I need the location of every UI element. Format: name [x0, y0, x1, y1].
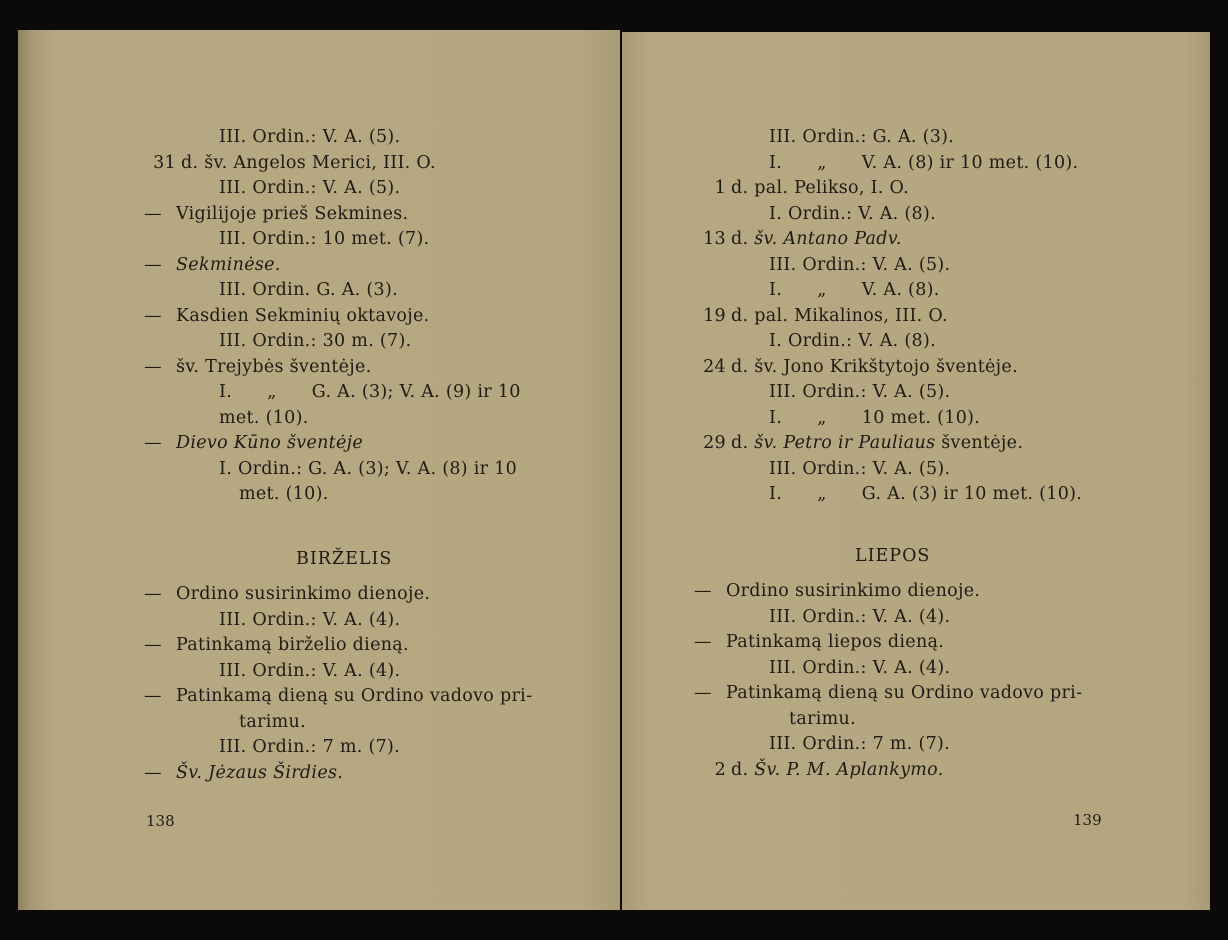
- text-line: [694, 253, 950, 279]
- italic-text: Šv. Jėzaus Širdies.: [176, 762, 344, 783]
- text-line: [144, 304, 430, 330]
- text-line: [144, 457, 517, 483]
- italic-text: Šv. P. M. Aplankymo.: [754, 759, 944, 780]
- section-heading-birzelis: BIRŽELIS: [296, 549, 393, 569]
- dash: —: [144, 433, 162, 453]
- section-heading-liepos: LIEPOS: [855, 546, 931, 566]
- text: tarimu.: [789, 708, 856, 729]
- dash: —: [144, 305, 162, 326]
- dash: —: [144, 762, 162, 783]
- text-line: [144, 253, 281, 279]
- dash: —: [144, 686, 162, 706]
- text-line: [144, 202, 408, 228]
- page-number: 139: [1073, 811, 1102, 829]
- day-number: 1: [714, 178, 726, 198]
- text-line: [694, 605, 950, 631]
- day-number: 29: [703, 433, 726, 453]
- text: šv. Trejybės šventėje.: [176, 356, 372, 377]
- text-line: [144, 761, 343, 787]
- text: Patinkamą dieną su Ordino vadovo pri-: [176, 686, 533, 706]
- right-page: [622, 32, 1210, 910]
- text: Vigilijoje prieš Sekmines.: [176, 203, 409, 224]
- text-line: [144, 608, 400, 634]
- text: III. Ordin.: V. A. (5).: [219, 127, 401, 147]
- text-line: [694, 579, 980, 605]
- text-line: [694, 176, 909, 202]
- text-line: [694, 151, 1078, 177]
- dash: —: [144, 584, 162, 604]
- text: III. Ordin.: V. A. (5).: [769, 458, 951, 479]
- text-line: [144, 431, 363, 457]
- text: šventėje.: [935, 433, 1024, 453]
- text-line: [144, 151, 436, 177]
- italic-text: šv. Petro ir Pauliaus: [754, 433, 936, 453]
- left-page: [18, 30, 620, 910]
- text: III. Ordin.: V. A. (4).: [769, 606, 951, 627]
- text-line: [694, 482, 1082, 508]
- text-line: [144, 482, 329, 508]
- text-line: [144, 582, 430, 608]
- text-line: [144, 329, 411, 355]
- text: III. Ordin.: 30 m. (7).: [219, 331, 412, 351]
- text: I. „ 10 met. (10).: [769, 407, 981, 428]
- day-number: 2: [714, 759, 726, 780]
- text: I. „ G. A. (3); V. A. (9) ir 10: [219, 382, 521, 402]
- italic-text: šv. Antano Padv.: [754, 229, 902, 249]
- dash: —: [144, 635, 162, 655]
- text: Ordino susirinkimo dienoje.: [176, 584, 431, 604]
- day-number: 24: [703, 356, 726, 377]
- day-number: 31: [153, 152, 176, 173]
- text-line: [144, 125, 400, 151]
- text: Patinkamą dieną su Ordino vadovo pri-: [726, 683, 1083, 703]
- text-line: [694, 380, 950, 406]
- text: III. Ordin.: V. A. (4).: [219, 609, 401, 630]
- text: III. Ordin.: V. A. (5).: [769, 254, 951, 275]
- day-number: 13: [703, 229, 726, 249]
- dash: —: [144, 254, 162, 275]
- text-line: [694, 681, 1082, 707]
- text-line: [694, 732, 950, 758]
- text: I. „ V. A. (8) ir 10 met. (10).: [769, 152, 1079, 173]
- text: met. (10).: [239, 484, 329, 504]
- text-line: [144, 380, 521, 406]
- text-line: [144, 406, 309, 432]
- text: III. Ordin.: V. A. (5).: [769, 382, 951, 402]
- text-line: [144, 176, 400, 202]
- text: III. Ordin.: 10 met. (7).: [219, 229, 430, 249]
- text-line: [694, 406, 980, 432]
- dash: —: [694, 683, 712, 703]
- text: tarimu.: [239, 711, 306, 732]
- text: met. (10).: [219, 407, 309, 428]
- text: III. Ordin.: 7 m. (7).: [219, 737, 401, 757]
- dash: —: [144, 203, 162, 224]
- page-number: 138: [146, 812, 175, 830]
- text: d. šv. Angelos Merici, III. O.: [181, 152, 436, 173]
- text-line: [694, 227, 902, 253]
- text-line: [144, 355, 372, 381]
- text-line: [144, 735, 400, 761]
- text-line: [144, 684, 532, 710]
- text-line: [694, 202, 936, 228]
- text: d.: [731, 433, 755, 453]
- dash: —: [694, 581, 712, 601]
- text-line: [694, 656, 950, 682]
- dash: —: [694, 632, 712, 652]
- text: d. šv. Jono Krikštytojo šventėje.: [731, 356, 1018, 377]
- text-line: [144, 659, 400, 685]
- text-line: [694, 355, 1018, 381]
- text: III. Ordin. G. A. (3).: [219, 280, 398, 300]
- text-line: [144, 710, 306, 736]
- text-line: [144, 227, 429, 253]
- day-number: 19: [703, 305, 726, 326]
- text: d. pal. Mikalinos, III. O.: [731, 305, 948, 326]
- italic-text: Dievo Kūno šventėje: [176, 433, 364, 453]
- text: I. Ordin.: G. A. (3); V. A. (8) ir 10: [219, 458, 518, 479]
- text: Ordino susirinkimo dienoje.: [726, 581, 981, 601]
- text: d.: [731, 759, 755, 780]
- text: Kasdien Sekminių oktavoje.: [176, 305, 430, 326]
- text-line: [694, 329, 936, 355]
- text: III. Ordin.: V. A. (4).: [769, 657, 951, 678]
- text-line: [144, 278, 398, 304]
- text-line: [694, 630, 944, 656]
- text-line: [694, 457, 950, 483]
- text-line: [694, 278, 940, 304]
- text: d. pal. Pelikso, I. O.: [731, 178, 909, 198]
- text: d.: [731, 229, 755, 249]
- text: III. Ordin.: 7 m. (7).: [769, 734, 951, 754]
- text: I. „ V. A. (8).: [769, 280, 940, 300]
- text: III. Ordin.: V. A. (5).: [219, 178, 401, 198]
- text: Patinkamą birželio dieną.: [176, 635, 409, 655]
- dash: —: [144, 356, 162, 377]
- text-line: [144, 633, 409, 659]
- text-line: [694, 125, 954, 151]
- text-line: [694, 431, 1023, 457]
- text: III. Ordin.: G. A. (3).: [769, 127, 955, 147]
- text-line: [694, 304, 948, 330]
- text: III. Ordin.: V. A. (4).: [219, 660, 401, 681]
- text-line: [694, 758, 944, 784]
- text: I. „ G. A. (3) ir 10 met. (10).: [769, 484, 1083, 504]
- text: Patinkamą liepos dieną.: [726, 632, 945, 652]
- text: I. Ordin.: V. A. (8).: [769, 331, 936, 351]
- text-line: [694, 707, 856, 733]
- text: I. Ordin.: V. A. (8).: [769, 203, 936, 224]
- italic-text: Sekminėse.: [176, 254, 281, 275]
